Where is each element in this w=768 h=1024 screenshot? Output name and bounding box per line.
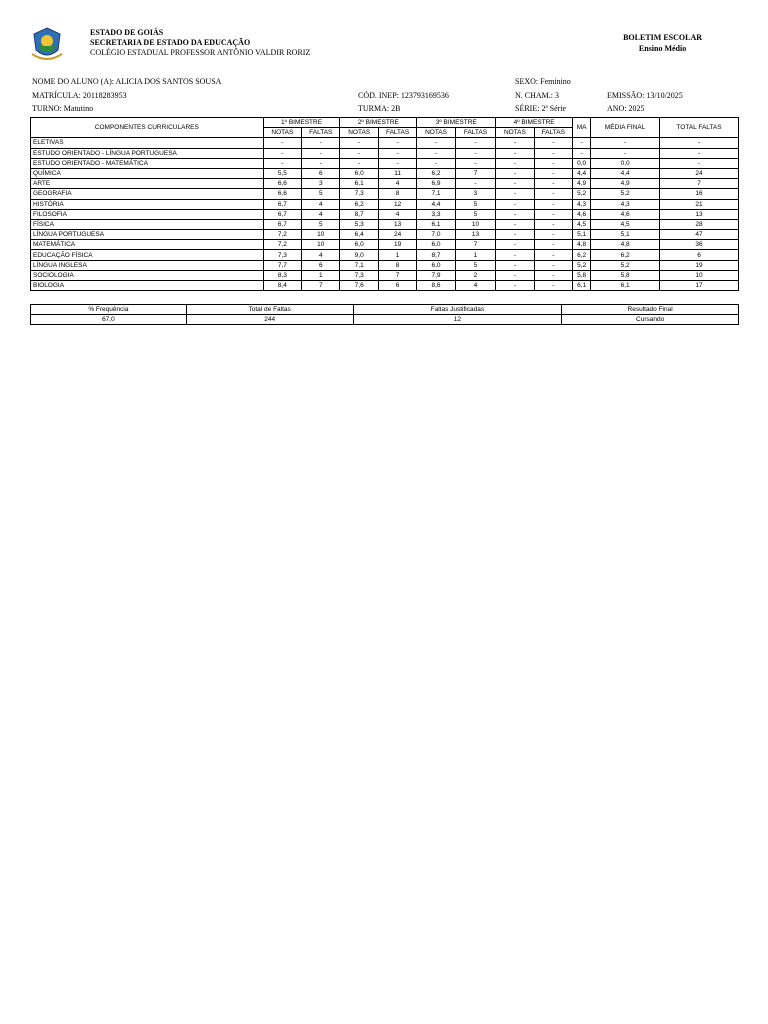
grade-cell: - bbox=[496, 138, 534, 148]
student-grade-level: SÉRIE: 2ª Série bbox=[515, 104, 567, 113]
grade-cell: 7,7 bbox=[263, 260, 301, 270]
grade-cell: 6,7 bbox=[263, 199, 301, 209]
grade-cell: 6,6 bbox=[263, 189, 301, 199]
grade-cell: 5,2 bbox=[573, 189, 591, 199]
grade-cell: - bbox=[591, 148, 660, 158]
grade-cell: 5,2 bbox=[591, 189, 660, 199]
subject-name: SOCIOLOGIA bbox=[31, 270, 264, 280]
subject-name: HISTÓRIA bbox=[31, 199, 264, 209]
grade-cell: 7,1 bbox=[340, 260, 378, 270]
subject-name: EDUCAÇÃO FÍSICA bbox=[31, 250, 264, 260]
grade-cell: 4,3 bbox=[573, 199, 591, 209]
grade-cell: 4 bbox=[302, 250, 340, 260]
table-row bbox=[31, 230, 739, 240]
school-year: ANO: 2025 bbox=[607, 104, 645, 113]
table-row bbox=[31, 250, 739, 260]
grade-cell: 4,6 bbox=[573, 209, 591, 219]
subject-name: FÍSICA bbox=[31, 219, 264, 229]
grade-cell: 5 bbox=[302, 219, 340, 229]
grade-cell: 6,0 bbox=[340, 240, 378, 250]
total-absences-value: 244 bbox=[186, 315, 353, 325]
grade-cell: 12 bbox=[378, 199, 416, 209]
secretariat-name: SECRETARIA DE ESTADO DA EDUCAÇÃO bbox=[90, 38, 251, 47]
student-class: TURMA: 2B bbox=[358, 104, 401, 113]
grade-cell: 6,2 bbox=[417, 168, 455, 178]
grade-cell: - bbox=[340, 148, 378, 158]
header-frequency: % Frequência bbox=[31, 305, 187, 315]
grade-cell: - bbox=[534, 281, 572, 291]
grade-cell: 4,5 bbox=[573, 219, 591, 229]
header-justified-absences: Faltas Justificadas bbox=[353, 305, 562, 315]
grade-cell: - bbox=[496, 240, 534, 250]
table-row bbox=[31, 148, 739, 158]
grade-cell: 4,3 bbox=[591, 199, 660, 209]
subject-name: LÍNGUA INGLESA bbox=[31, 260, 264, 270]
grade-cell: 5,1 bbox=[573, 230, 591, 240]
subject-name: ESTUDO ORIENTADO - LÍNGUA PORTUGUESA bbox=[31, 148, 264, 158]
grade-cell: - bbox=[660, 138, 739, 148]
grade-cell: - bbox=[534, 179, 572, 189]
grade-cell: 6,1 bbox=[340, 179, 378, 189]
grade-cell: 4,4 bbox=[591, 168, 660, 178]
grade-cell: - bbox=[496, 158, 534, 168]
grade-cell: 4,6 bbox=[591, 209, 660, 219]
grade-cell: 1 bbox=[302, 270, 340, 280]
grade-cell: 13 bbox=[660, 209, 739, 219]
justified-absences-value: 12 bbox=[353, 315, 562, 325]
grade-cell: 6,2 bbox=[340, 199, 378, 209]
table-row bbox=[31, 168, 739, 178]
grade-cell: - bbox=[417, 148, 455, 158]
table-row bbox=[31, 209, 739, 219]
grade-cell: 1 bbox=[455, 250, 495, 260]
grade-cell: - bbox=[534, 230, 572, 240]
grade-cell: 8,4 bbox=[263, 281, 301, 291]
grade-cell: - bbox=[496, 148, 534, 158]
grade-cell: 0,0 bbox=[573, 158, 591, 168]
header-faltas: FALTAS bbox=[455, 128, 495, 138]
grade-cell: 7,2 bbox=[263, 240, 301, 250]
inep-code: CÓD. INEP: 123793169536 bbox=[358, 91, 449, 100]
grade-cell: - bbox=[496, 219, 534, 229]
grade-cell: 5,5 bbox=[263, 168, 301, 178]
issue-date: EMISSÃO: 13/10/2025 bbox=[607, 91, 683, 100]
grade-cell: - bbox=[340, 158, 378, 168]
document-title: BOLETIM ESCOLAR bbox=[623, 33, 702, 42]
grade-cell: 47 bbox=[660, 230, 739, 240]
header-components: COMPONENTES CURRICULARES bbox=[31, 118, 264, 138]
grade-cell: - bbox=[534, 168, 572, 178]
header-final-result: Resultado Final bbox=[562, 305, 739, 315]
grade-cell: - bbox=[534, 138, 572, 148]
grade-cell: 36 bbox=[660, 240, 739, 250]
grade-cell: 7 bbox=[378, 270, 416, 280]
grade-cell: - bbox=[496, 250, 534, 260]
grade-cell: 3 bbox=[455, 189, 495, 199]
grade-cell: 6,1 bbox=[591, 281, 660, 291]
table-row bbox=[31, 270, 739, 280]
header-final-average: MÉDIA FINAL bbox=[591, 118, 660, 138]
grade-cell: 7,1 bbox=[417, 189, 455, 199]
grade-cell: - bbox=[660, 148, 739, 158]
grade-cell: 3 bbox=[302, 179, 340, 189]
grade-cell: 7 bbox=[660, 179, 739, 189]
subject-name: MATEMÁTICA bbox=[31, 240, 264, 250]
frequency-value: 67,0 bbox=[31, 315, 187, 325]
table-row bbox=[31, 189, 739, 199]
grade-cell: - bbox=[573, 148, 591, 158]
subject-name: BIOLOGIA bbox=[31, 281, 264, 291]
grade-cell: - bbox=[496, 168, 534, 178]
grade-cell: 4,9 bbox=[573, 179, 591, 189]
header-faltas: FALTAS bbox=[534, 128, 572, 138]
grade-cell: 2 bbox=[455, 270, 495, 280]
grade-cell: - bbox=[263, 138, 301, 148]
grade-cell: 10 bbox=[455, 219, 495, 229]
grade-cell: - bbox=[302, 138, 340, 148]
header-faltas: FALTAS bbox=[378, 128, 416, 138]
grade-cell: 7,3 bbox=[340, 270, 378, 280]
grade-cell: - bbox=[302, 148, 340, 158]
grade-cell: - bbox=[496, 209, 534, 219]
table-row bbox=[31, 158, 739, 168]
grade-cell: - bbox=[378, 148, 416, 158]
header-bimester-3: 3º BIMESTRE bbox=[417, 118, 496, 128]
grade-cell: 7,6 bbox=[340, 281, 378, 291]
grade-cell: 8 bbox=[378, 189, 416, 199]
grade-cell: 6,0 bbox=[417, 240, 455, 250]
grade-cell: 7 bbox=[302, 281, 340, 291]
grade-cell: 8,3 bbox=[263, 270, 301, 280]
grade-cell: 21 bbox=[660, 199, 739, 209]
table-row bbox=[31, 281, 739, 291]
grade-cell: 5 bbox=[455, 209, 495, 219]
subject-name: ELETIVAS bbox=[31, 138, 264, 148]
student-shift: TURNO: Matutino bbox=[32, 104, 94, 113]
grade-cell: 5 bbox=[455, 199, 495, 209]
header-ma: MA bbox=[573, 118, 591, 138]
student-sex: SEXO: Feminino bbox=[515, 77, 571, 86]
grade-cell: 5,3 bbox=[340, 219, 378, 229]
grade-cell: - bbox=[263, 158, 301, 168]
grade-cell: - bbox=[534, 250, 572, 260]
grade-cell: - bbox=[455, 138, 495, 148]
grade-cell: 7,3 bbox=[340, 189, 378, 199]
grade-cell: 6 bbox=[378, 281, 416, 291]
grade-cell: - bbox=[496, 189, 534, 199]
grade-cell: 6,1 bbox=[417, 219, 455, 229]
grade-cell: - bbox=[534, 209, 572, 219]
grade-cell: 4,8 bbox=[573, 240, 591, 250]
grade-cell: - bbox=[455, 179, 495, 189]
grade-cell: 6,0 bbox=[340, 168, 378, 178]
grade-cell: 4,5 bbox=[591, 219, 660, 229]
state-name: ESTADO DE GOIÁS bbox=[90, 28, 164, 37]
grade-cell: 0,0 bbox=[591, 158, 660, 168]
grade-cell: - bbox=[340, 138, 378, 148]
grade-cell: 19 bbox=[378, 240, 416, 250]
grade-cell: - bbox=[455, 148, 495, 158]
header-notas: NOTAS bbox=[263, 128, 301, 138]
grade-cell: - bbox=[496, 281, 534, 291]
grade-cell: - bbox=[496, 260, 534, 270]
grade-cell: - bbox=[573, 138, 591, 148]
grade-cell: - bbox=[534, 260, 572, 270]
grade-cell: 28 bbox=[660, 219, 739, 229]
grade-cell: 6,0 bbox=[417, 260, 455, 270]
student-registration: MATRÍCULA: 20118283953 bbox=[32, 91, 127, 100]
subject-name: ARTE bbox=[31, 179, 264, 189]
header-bimester-1: 1º BIMESTRE bbox=[263, 118, 340, 128]
grade-cell: 7,2 bbox=[263, 230, 301, 240]
grade-cell: - bbox=[534, 270, 572, 280]
grade-cell: 17 bbox=[660, 281, 739, 291]
grades-body bbox=[31, 138, 739, 291]
grade-cell: 3,3 bbox=[417, 209, 455, 219]
grade-cell: 5 bbox=[455, 260, 495, 270]
header-faltas: FALTAS bbox=[302, 128, 340, 138]
grade-cell: 10 bbox=[302, 240, 340, 250]
grade-cell: 5 bbox=[302, 189, 340, 199]
school-name: COLÉGIO ESTADUAL PROFESSOR ANTÔNIO VALDIR RORIZ bbox=[90, 48, 311, 57]
grade-cell: 10 bbox=[302, 230, 340, 240]
grade-cell: 16 bbox=[660, 189, 739, 199]
grade-cell: 4,9 bbox=[591, 179, 660, 189]
grade-cell: 4 bbox=[302, 199, 340, 209]
grade-cell: 4 bbox=[455, 281, 495, 291]
grade-cell: 6 bbox=[302, 168, 340, 178]
grade-cell: 24 bbox=[378, 230, 416, 240]
grade-cell: 11 bbox=[378, 168, 416, 178]
subject-name: GEOGRAFIA bbox=[31, 189, 264, 199]
grade-cell: 9,0 bbox=[340, 250, 378, 260]
grade-cell: 8,7 bbox=[417, 250, 455, 260]
grade-cell: 8 bbox=[378, 260, 416, 270]
grade-cell: - bbox=[378, 138, 416, 148]
grade-cell: 7,3 bbox=[263, 250, 301, 260]
grade-cell: 6,1 bbox=[573, 281, 591, 291]
summary-table bbox=[30, 304, 739, 325]
subject-name: QUÍMICA bbox=[31, 168, 264, 178]
grade-cell: - bbox=[263, 148, 301, 158]
grade-cell: - bbox=[660, 158, 739, 168]
grade-cell: 7,9 bbox=[417, 270, 455, 280]
grade-cell: 5,8 bbox=[591, 270, 660, 280]
grade-cell: 4,8 bbox=[591, 240, 660, 250]
grade-cell: 6,6 bbox=[263, 179, 301, 189]
header-notas: NOTAS bbox=[340, 128, 378, 138]
grade-cell: - bbox=[496, 230, 534, 240]
grade-cell: 1 bbox=[378, 250, 416, 260]
grade-cell: 6,2 bbox=[591, 250, 660, 260]
table-header-row bbox=[31, 118, 739, 128]
table-row bbox=[31, 138, 739, 148]
grade-cell: - bbox=[417, 158, 455, 168]
header-total-absences: TOTAL FALTAS bbox=[660, 118, 739, 138]
table-row bbox=[31, 240, 739, 250]
subject-name: FILOSOFIA bbox=[31, 209, 264, 219]
table-row bbox=[31, 179, 739, 189]
grade-cell: 5,2 bbox=[573, 260, 591, 270]
grade-cell: - bbox=[534, 219, 572, 229]
grade-cell: - bbox=[496, 270, 534, 280]
grade-cell: 13 bbox=[378, 219, 416, 229]
grade-cell: 19 bbox=[660, 260, 739, 270]
subject-name: ESTUDO ORIENTADO - MATEMÁTICA bbox=[31, 158, 264, 168]
grade-cell: 6,7 bbox=[263, 219, 301, 229]
state-crest-icon bbox=[30, 26, 64, 62]
grade-cell: - bbox=[455, 158, 495, 168]
grade-cell: - bbox=[496, 179, 534, 189]
grade-cell: - bbox=[534, 148, 572, 158]
grade-cell: - bbox=[302, 158, 340, 168]
summary-header-row bbox=[31, 305, 739, 315]
grade-cell: 13 bbox=[455, 230, 495, 240]
grade-cell: 5,2 bbox=[591, 260, 660, 270]
document-subtitle: Ensino Médio bbox=[638, 44, 687, 53]
grade-cell: 6,7 bbox=[263, 209, 301, 219]
grade-cell: 5,1 bbox=[591, 230, 660, 240]
grade-cell: 4,4 bbox=[573, 168, 591, 178]
grade-cell: 7,0 bbox=[417, 230, 455, 240]
grade-cell: - bbox=[417, 138, 455, 148]
grade-cell: - bbox=[534, 189, 572, 199]
student-name: NOME DO ALUNO (A): ALICIA DOS SANTOS SOUSA bbox=[32, 77, 222, 86]
grade-cell: 4 bbox=[378, 179, 416, 189]
grade-cell: 24 bbox=[660, 168, 739, 178]
subject-name: LÍNGUA PORTUGUESA bbox=[31, 230, 264, 240]
grade-cell: - bbox=[534, 240, 572, 250]
grade-cell: 4,4 bbox=[417, 199, 455, 209]
grade-cell: 6,2 bbox=[573, 250, 591, 260]
grade-cell: - bbox=[496, 199, 534, 209]
grade-cell: 5,8 bbox=[573, 270, 591, 280]
header-bimester-4: 4º BIMESTRE bbox=[496, 118, 573, 128]
grade-cell: - bbox=[534, 158, 572, 168]
document-header bbox=[30, 26, 740, 66]
table-row bbox=[31, 199, 739, 209]
grade-cell: - bbox=[591, 138, 660, 148]
table-row bbox=[31, 219, 739, 229]
grade-cell: 8,6 bbox=[417, 281, 455, 291]
grade-cell: - bbox=[534, 199, 572, 209]
grade-cell: 10 bbox=[660, 270, 739, 280]
grade-cell: 8,7 bbox=[340, 209, 378, 219]
grade-cell: 7 bbox=[455, 168, 495, 178]
grade-cell: 4 bbox=[302, 209, 340, 219]
header-notas: NOTAS bbox=[417, 128, 455, 138]
grade-cell: 6 bbox=[660, 250, 739, 260]
final-result-value: Cursando bbox=[562, 315, 739, 325]
grade-cell: 6 bbox=[302, 260, 340, 270]
grade-cell: 4 bbox=[378, 209, 416, 219]
header-total-absences-summary: Total de Faltas bbox=[186, 305, 353, 315]
grade-cell: - bbox=[378, 158, 416, 168]
summary-values-row bbox=[31, 315, 739, 325]
call-number: N. CHAM.: 3 bbox=[515, 91, 560, 100]
header-notas: NOTAS bbox=[496, 128, 534, 138]
grade-cell: 6,9 bbox=[417, 179, 455, 189]
table-row bbox=[31, 260, 739, 270]
grades-table bbox=[30, 117, 739, 291]
grade-cell: 7 bbox=[455, 240, 495, 250]
header-bimester-2: 2º BIMESTRE bbox=[340, 118, 417, 128]
grade-cell: 6,4 bbox=[340, 230, 378, 240]
